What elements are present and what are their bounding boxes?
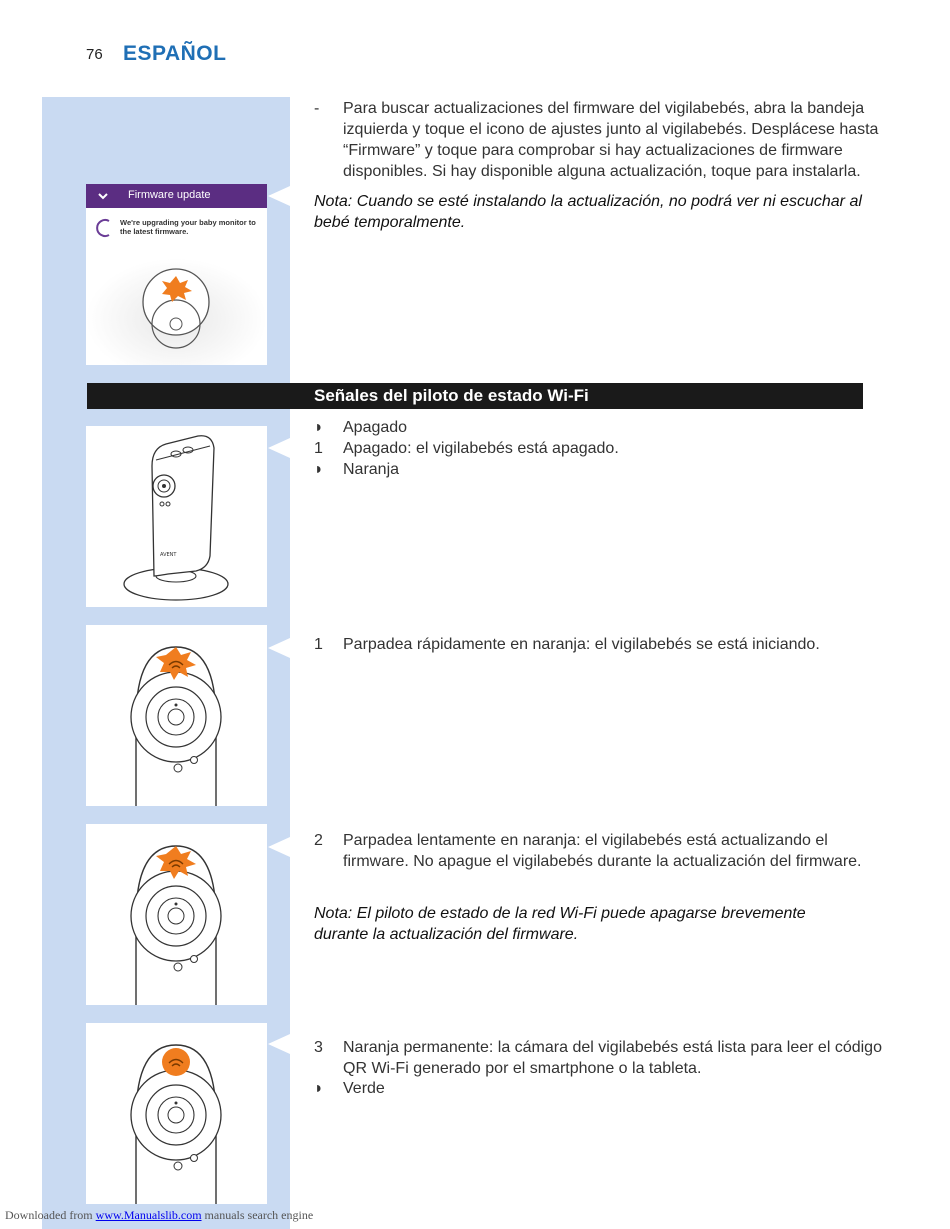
status-section-header bbox=[87, 383, 863, 409]
firmware-instruction bbox=[314, 98, 893, 182]
camera-top-icon bbox=[86, 184, 267, 365]
bullet-apagado-label: Apagado bbox=[343, 419, 408, 436]
list-item-slow-blink-text: Parpadea lentamente en naranja: el vigilabebés está actualizando el firmware. No apague el vigilabebés durante la actualización del firmware. bbox=[343, 832, 862, 870]
wifi-status-note: Nota: El piloto de estado de la red Wi-Fi puede apagarse brevemente durante la actualización del firmware. bbox=[314, 905, 806, 943]
bullet-apagado bbox=[314, 417, 864, 438]
manualslib-link[interactable]: www.Manualslib.com bbox=[95, 1208, 202, 1222]
camera-front-fast-blink bbox=[86, 625, 267, 806]
pointer-arrow bbox=[268, 186, 290, 206]
bullet-marker: ◗ bbox=[314, 1080, 324, 1097]
firmware-update-screenshot bbox=[86, 184, 267, 365]
bullet-verde-label: Verde bbox=[343, 1080, 385, 1097]
firmware-update-title: Firmware update bbox=[128, 189, 211, 201]
dash-marker: - bbox=[314, 100, 320, 117]
pointer-arrow bbox=[268, 837, 290, 857]
firmware-update-message: We're upgrading your baby monitor to the latest firmware. bbox=[120, 218, 256, 236]
bullet-naranja bbox=[314, 459, 864, 480]
svg-text:AVENT: AVENT bbox=[160, 552, 177, 558]
firmware-instruction-text: Para buscar actualizaciones del firmware del vigilabebés, abra la bandeja izquierda y toque el icono de ajustes junto al vigilabebés. Desplácese hasta “Firmware” y toque para comprobar si hay actualizaciones de firmware disponibles. Si hay disponible alguna actualización, toque para instalarla. bbox=[343, 100, 879, 180]
list-item-apagado: 1 Apagado: el vigilabebés está apagado. bbox=[314, 440, 619, 457]
camera-front-icon bbox=[86, 824, 267, 1005]
bullet-marker: ◗ bbox=[314, 461, 324, 478]
camera-front-slow-blink bbox=[86, 824, 267, 1005]
list-item-solid-orange-text: Naranja permanente: la cámara del vigilabebés está lista para leer el código QR Wi-Fi generado por el smartphone o la tableta. bbox=[343, 1039, 882, 1077]
camera-side-illustration bbox=[86, 426, 267, 607]
list-item-solid-orange: 3 Naranja permanente: la cámara del vigilabebés está lista para leer el código QR Wi-Fi generado por el smartphone o la tableta. bbox=[314, 1039, 882, 1077]
pointer-arrow bbox=[268, 438, 290, 458]
page-number: 76 bbox=[86, 46, 103, 63]
list-item-fast-blink-text: Parpadea rápidamente en naranja: el vigilabebés se está iniciando. bbox=[343, 636, 820, 653]
download-footer: Downloaded from www.Manualslib.com manuals search engine bbox=[5, 1208, 314, 1222]
camera-front-icon bbox=[86, 625, 267, 806]
camera-front-icon bbox=[86, 1023, 267, 1204]
bullet-naranja-label: Naranja bbox=[343, 461, 400, 478]
list-item-fast-blink: 1 Parpadea rápidamente en naranja: el vigilabebés se está iniciando. bbox=[314, 636, 820, 653]
list-item-apagado-text: Apagado: el vigilabebés está apagado. bbox=[343, 440, 619, 457]
bullet-verde bbox=[314, 1078, 864, 1099]
status-section-title: Señales del piloto de estado Wi-Fi bbox=[314, 386, 589, 405]
pointer-arrow bbox=[268, 638, 290, 658]
section-title: ESPAÑOL bbox=[123, 42, 227, 65]
firmware-note: Nota: Cuando se esté instalando la actualización, no podrá ver ni escuchar al bebé temporalmente. bbox=[314, 193, 862, 231]
baby-camera-icon bbox=[86, 426, 267, 607]
list-item-slow-blink: 2 Parpadea lentamente en naranja: el vigilabebés está actualizando el firmware. No apague el vigilabebés durante la actualización del firmware. bbox=[314, 832, 862, 870]
pointer-arrow bbox=[268, 1034, 290, 1054]
camera-front-solid-orange bbox=[86, 1023, 267, 1204]
bullet-marker: ◗ bbox=[314, 419, 324, 436]
